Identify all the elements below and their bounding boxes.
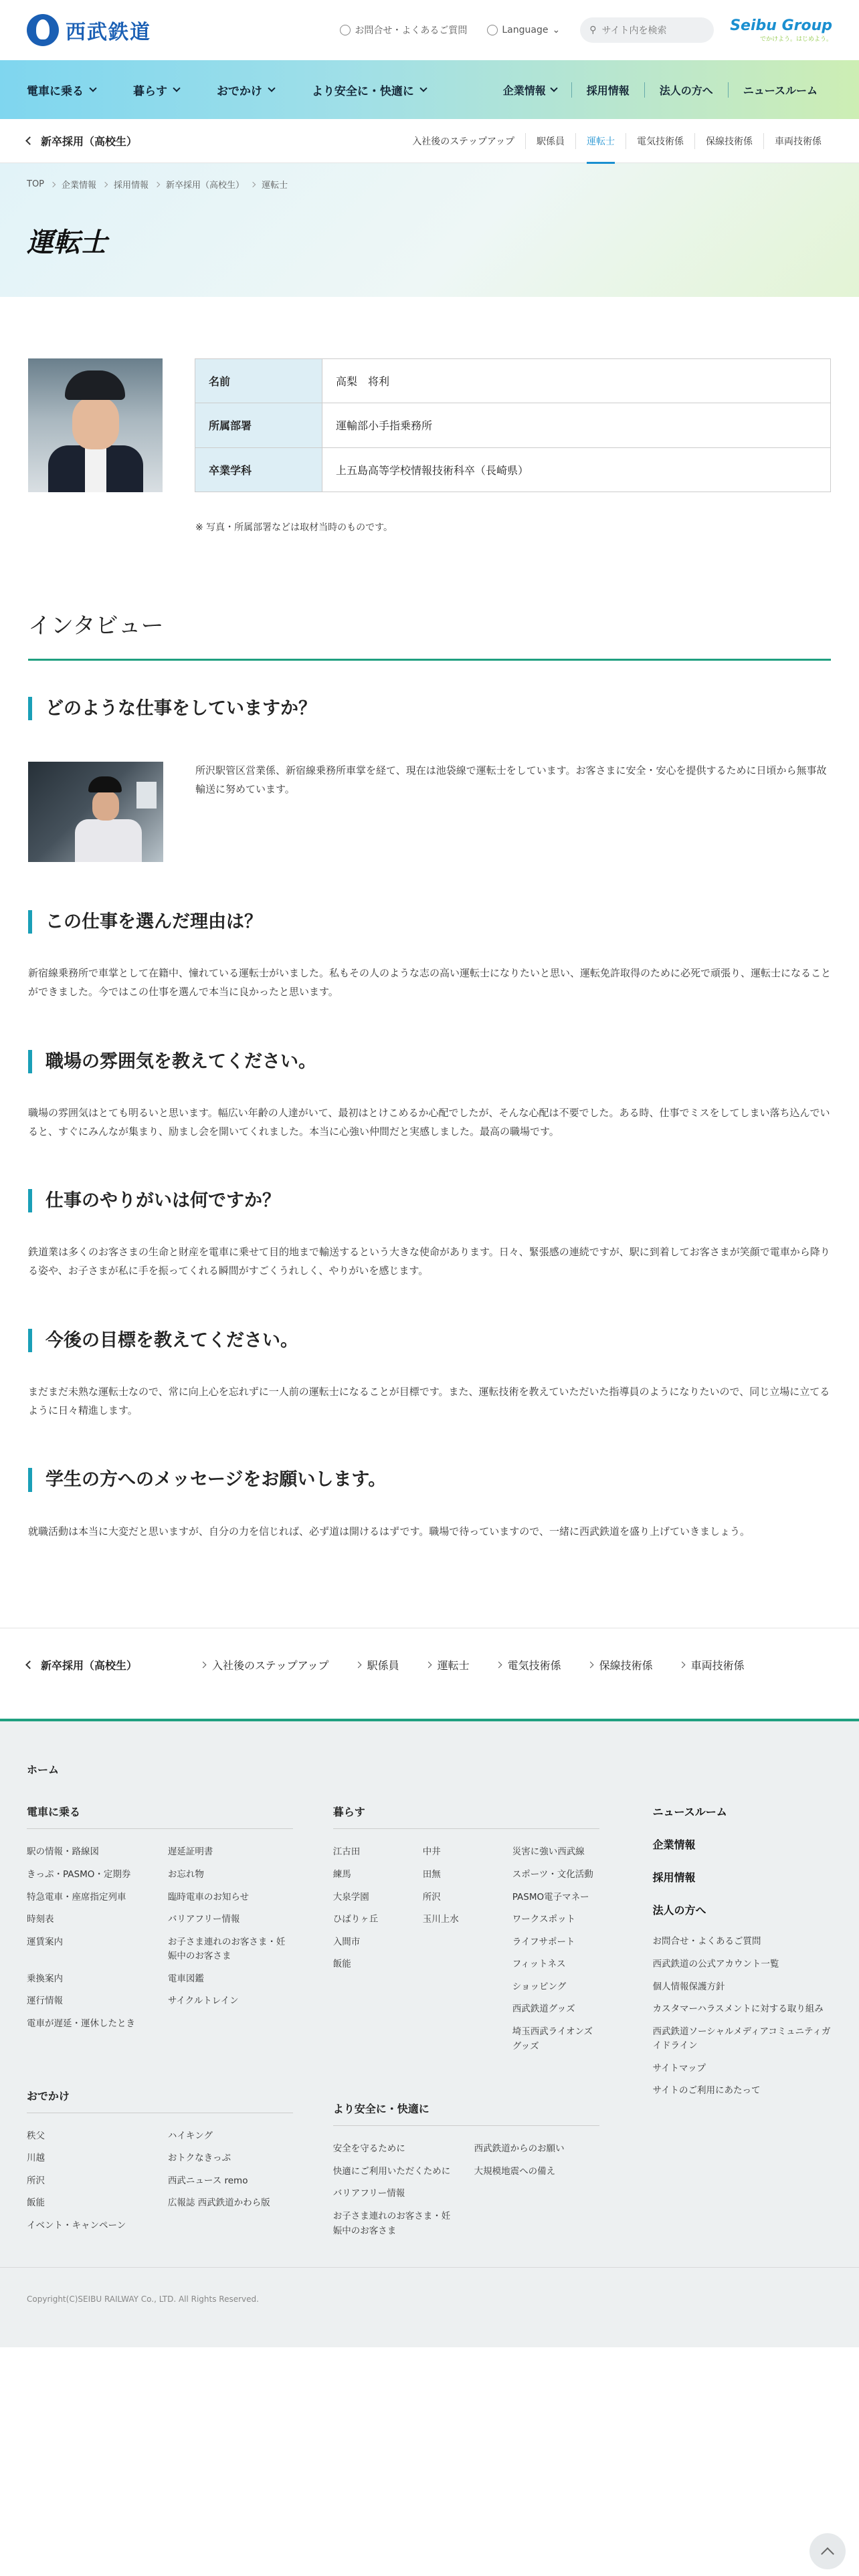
footer-spacer <box>474 2187 599 2202</box>
footer-section-title: 電車に乗る <box>27 1804 293 1829</box>
page-top-button[interactable] <box>809 2533 846 2569</box>
subnav-link-vehicle[interactable]: 車両技術係 <box>763 133 832 149</box>
chevron-down-icon <box>419 84 427 92</box>
section-subnav <box>0 119 859 163</box>
footer-col-middle <box>333 1804 599 2238</box>
footer-link[interactable]: 西武ニュース remo <box>167 2175 248 2186</box>
table-row <box>195 447 830 492</box>
bottom-nav-link-stepup[interactable] <box>201 1657 329 1673</box>
question-heading: 仕事のやりがいは何ですか？ <box>28 1189 831 1212</box>
interview-heading: インタビュー <box>28 607 831 661</box>
footer-link[interactable]: 入間市 <box>332 1936 361 1947</box>
breadcrumb-current: 運転士 <box>262 181 288 191</box>
footer-spacer <box>423 2025 496 2054</box>
answer-text: 鉄道業は多くのお客さまの生命と財産を電車に乗せて目的地まで輸送するという大きな使命があります。日々、緊張感の連続ですが、駅に到着してお客さまが笑顔で電車から降りる姿や、お子さまが私に手を振ってくれる瞬間がすごくうれしく、やりがいを感じます。 <box>28 1246 830 1277</box>
footer-sub-link[interactable]: 西武鉄道の公式アカウント一覧 <box>652 1958 779 1969</box>
chevron-right-icon <box>50 181 56 187</box>
footer-spacer <box>333 2002 407 2017</box>
footer-sub-link[interactable]: サイトマップ <box>652 2062 706 2074</box>
footer-link[interactable]: 運賃案内 <box>27 1936 63 1947</box>
footer-link[interactable]: 中井 <box>422 1846 441 1858</box>
footer-link[interactable]: ライフサポート <box>512 1936 575 1947</box>
answer-text: 就職活動は本当に大変だと思いますが、自分の力を信じれば、必ず道は開けるはずです。職場で待っていますので、一緒に西武鉄道を盛り上げていきましょう。 <box>28 1525 750 1537</box>
footer-spacer <box>333 2025 407 2054</box>
answer-text: 新宿線乗務所で車掌として在籍中、憧れている運転士がいました。私もその人のような志の高い運転士になりたいと思い、運転免許取得のために必死で頑張り、運転士になることができました。今ではこの仕事を選んで本当に良かったと思います。 <box>28 967 832 998</box>
footer-link[interactable]: 飯能 <box>27 2197 45 2209</box>
subnav-back-link[interactable] <box>27 133 137 148</box>
group-logo-main: Seibu Group <box>730 17 832 34</box>
footer-link[interactable]: 所沢 <box>27 2175 45 2186</box>
chevron-right-icon <box>678 1662 685 1669</box>
question-heading: 学生の方へのメッセージをお願いします。 <box>28 1468 831 1491</box>
footer-sub-link[interactable]: お問合せ・よくあるご質問 <box>652 1936 761 1947</box>
copyright: Copyright(C)SEIBU RAILWAY Co., LTD. All Rights Reserved. <box>0 2267 859 2347</box>
seibu-group-logo[interactable] <box>730 17 832 43</box>
chevron-right-icon <box>250 181 256 187</box>
photo-face <box>92 791 119 821</box>
photo-shirt <box>85 445 106 492</box>
chevron-left-icon <box>25 136 34 145</box>
profile-label: 名前 <box>195 359 322 403</box>
footer-sub-links <box>653 1935 832 2099</box>
breadcrumb-top[interactable]: TOP <box>27 179 45 189</box>
chevron-right-icon <box>355 1662 361 1669</box>
search-input[interactable] <box>580 17 714 43</box>
footer-link[interactable]: 時刻表 <box>27 1914 54 1925</box>
bottom-nav-link-electric[interactable] <box>496 1657 561 1673</box>
chevron-right-icon <box>200 1662 207 1669</box>
answer-text: 所沢駅管区営業係、新宿線乗務所車掌を経て、現在は池袋線で運転士をしています。お客さまに安全・安心を提供するために日頃から無事故輸送に努めています。 <box>195 764 827 795</box>
subnav-link-track[interactable]: 保線技術係 <box>694 133 763 149</box>
footer-section-title: より安全に・快適に <box>333 2101 599 2126</box>
chevron-down-icon <box>268 84 275 92</box>
footer-link[interactable]: 玉川上水 <box>422 1914 459 1925</box>
gnav-item-outing[interactable] <box>217 82 274 98</box>
footer-col-left <box>27 1804 293 2238</box>
gnav-label: 暮らす <box>133 84 167 98</box>
subnav-links <box>401 119 832 163</box>
footer-link[interactable]: イベント・キャンペーン <box>27 2220 126 2232</box>
page-hero <box>0 163 859 297</box>
footer-sub-link[interactable]: 西武鉄道ソーシャルメディアコミュニティガイドライン <box>652 2026 831 2052</box>
profile-table <box>195 358 831 492</box>
gnav-item-living[interactable] <box>133 82 179 98</box>
footer-link[interactable]: 大泉学園 <box>332 1891 369 1903</box>
gnav-item-recruit[interactable]: 採用情報 <box>571 82 644 98</box>
chevron-right-icon <box>102 181 108 187</box>
footer-sub-link[interactable]: カスタマーハラスメントに対する取り組み <box>652 2004 824 2015</box>
bottom-nav-link-vehicle[interactable] <box>680 1657 745 1673</box>
site-logo[interactable] <box>27 14 151 46</box>
chevron-down-icon <box>89 84 96 92</box>
language-label: Language <box>502 25 549 35</box>
footer-link[interactable]: 西武鉄道からのお願い <box>474 2143 565 2155</box>
footer-link[interactable]: 特急電車・座席指定列車 <box>27 1891 126 1903</box>
footer-train-links <box>27 1845 293 2031</box>
gnav-label: より安全に・快適に <box>311 84 414 98</box>
footer-link[interactable]: お子さま連れのお客さま・妊娠中のお客さま <box>332 2211 451 2236</box>
main-content <box>0 358 859 1541</box>
breadcrumb-highschool[interactable]: 新卒採用（高校生） <box>166 181 245 191</box>
globe-icon <box>487 25 498 35</box>
footer-link[interactable]: 田無 <box>422 1868 441 1880</box>
footer-section-title: 暮らす <box>333 1804 599 1829</box>
subnav-link-driver[interactable]: 運転士 <box>575 133 626 149</box>
search-placeholder: サイト内を検索 <box>601 25 667 36</box>
profile-label: 卒業学科 <box>195 447 322 492</box>
footer-spacer <box>333 1980 407 1995</box>
footer-link[interactable]: 運行情報 <box>27 1996 63 2007</box>
gnav-right <box>488 82 832 98</box>
footer-spacer <box>474 2210 599 2238</box>
profile-value: 高梨 将利 <box>322 359 830 403</box>
footer-link[interactable]: ワークスポット <box>512 1914 576 1925</box>
footer-link[interactable]: 川越 <box>27 2153 45 2164</box>
contact-label: お問合せ・よくあるご質問 <box>355 25 468 36</box>
search-icon: ⚲ <box>589 25 597 35</box>
chevron-down-icon: ⌄ <box>552 25 561 35</box>
footer-sub-link[interactable]: 個人情報保護方針 <box>652 1981 725 1992</box>
footer-link[interactable]: サイクルトレイン <box>167 1996 239 2007</box>
subnav-link-station[interactable]: 駅係員 <box>525 133 575 149</box>
footer-link[interactable]: おトクなきっぷ <box>167 2153 231 2164</box>
footer-col-right <box>653 1804 832 2238</box>
breadcrumb <box>27 178 832 191</box>
footer-link[interactable]: お忘れ物 <box>167 1868 204 1880</box>
bottom-nav-back-link[interactable] <box>27 1657 201 1673</box>
footer-sub-link[interactable]: サイトのご利用にあたって <box>652 2085 761 2097</box>
footer-link[interactable]: ショッピング <box>512 1981 567 1992</box>
footer-link[interactable]: バリアフリー情報 <box>167 1914 240 1925</box>
footer-link[interactable]: 秩父 <box>27 2130 45 2141</box>
subnav-title: 新卒採用（高校生） <box>41 135 138 148</box>
chevron-up-icon <box>821 2547 834 2561</box>
contact-link[interactable] <box>340 23 467 37</box>
footer-main-link[interactable]: 法人の方へ <box>652 1904 706 1917</box>
question-heading: 職場の雰囲気を教えてください。 <box>28 1050 831 1073</box>
answer-text: まだまだ未熟な運転士なので、常に向上心を忘れずに一人前の運転士になることが目標です。また、運転技術を教えていただいた指導員のようになりたいので、同じ立場に立てるように日々精進します。 <box>28 1385 830 1416</box>
chevron-down-icon <box>173 84 180 92</box>
footer-link[interactable]: 練馬 <box>332 1868 351 1880</box>
footer-columns <box>27 1804 832 2238</box>
footer-link[interactable]: 電車が遅延・運休したとき <box>27 2018 135 2030</box>
footer-spacer <box>423 1980 496 1995</box>
bottom-nav-link-label: 保線技術係 <box>599 1659 653 1673</box>
footer-spacer <box>423 1935 496 1950</box>
bottom-nav-title: 新卒採用（高校生） <box>41 1659 138 1673</box>
global-nav <box>0 60 859 119</box>
footer-link[interactable]: スポーツ・文化活動 <box>512 1868 593 1880</box>
footer-link[interactable]: 江古田 <box>332 1846 361 1858</box>
chevron-right-icon <box>155 181 160 187</box>
bottom-nav-link-label: 車両技術係 <box>690 1659 745 1673</box>
bottom-nav-link-label: 駅係員 <box>367 1659 399 1673</box>
breadcrumb-recruit[interactable]: 採用情報 <box>114 181 149 191</box>
footer-link[interactable]: 大規模地震への備え <box>474 2165 556 2177</box>
cab-photo <box>28 762 163 862</box>
bottom-nav-link-label: 入社後のステップアップ <box>212 1659 329 1673</box>
footer-link[interactable]: きっぷ・PASMO・定期券 <box>27 1868 131 1880</box>
footer-link[interactable]: 電車図鑑 <box>167 1973 204 1984</box>
site-footer <box>0 1719 859 2267</box>
footer-link[interactable]: 広報誌 西武鉄道かわら版 <box>167 2197 270 2209</box>
footer-spacer <box>423 1957 496 1972</box>
question-icon <box>340 25 351 35</box>
footer-link[interactable]: 駅の情報・路線図 <box>27 1846 99 1858</box>
page-title: 運転士 <box>27 227 107 258</box>
photo-shirt <box>75 819 142 862</box>
bottom-nav-link-track[interactable] <box>588 1657 653 1673</box>
footer-link[interactable]: 西武鉄道グッズ <box>512 2004 575 2015</box>
table-row <box>195 403 830 447</box>
profile-section <box>28 358 831 492</box>
gnav-item-corporate[interactable] <box>488 82 571 98</box>
chevron-down-icon <box>550 84 557 92</box>
profile-note: ※ 写真・所属部署などは取材当時のものです。 <box>195 522 393 533</box>
chevron-right-icon <box>495 1662 502 1669</box>
breadcrumb-corporate[interactable]: 企業情報 <box>62 181 97 191</box>
gnav-label: 企業情報 <box>502 84 546 97</box>
site-header <box>0 0 859 60</box>
footer-main-link[interactable]: ニュースルーム <box>652 1806 727 1819</box>
footer-link[interactable]: 所沢 <box>422 1891 441 1903</box>
answer-row <box>28 762 831 862</box>
footer-link[interactable]: 埼玉西武ライオンズグッズ <box>512 2026 593 2052</box>
chevron-right-icon <box>587 1662 593 1669</box>
profile-value: 運輸部小手指乗務所 <box>322 403 830 447</box>
chevron-right-icon <box>425 1662 432 1669</box>
bottom-nav-link-label: 電気技術係 <box>507 1659 561 1673</box>
footer-link[interactable]: 臨時電車のお知らせ <box>167 1891 249 1903</box>
footer-link[interactable]: 飯能 <box>332 1959 351 1970</box>
table-row <box>195 359 830 403</box>
footer-home-link[interactable]: ホーム <box>27 1763 60 1777</box>
gnav-label: おでかけ <box>217 84 262 98</box>
footer-link[interactable]: PASMO電子マネー <box>512 1891 589 1903</box>
photo-window <box>136 782 157 809</box>
question-heading: この仕事を選んだ理由は？ <box>28 910 831 934</box>
footer-main-link[interactable]: 企業情報 <box>652 1838 696 1852</box>
footer-link[interactable]: ひばりヶ丘 <box>332 1914 379 1925</box>
footer-link[interactable]: 遅延証明書 <box>167 1846 213 1858</box>
footer-link[interactable]: お子さま連れのお客さま・妊娠中のお客さま <box>167 1936 286 1962</box>
answer-text: 職場の雰囲気はとても明るいと思います。幅広い年齢の人達がいて、最初はとけこめるか心配でしたが、そんな心配は不要でした。ある時、仕事でミスをしてしまい落ち込んでいると、すぐにみんなが集まり、励まし会を開いてくれました。本当に心強い仲間だと実感しました。最高の職場です。 <box>28 1106 830 1138</box>
gnav-item-safety[interactable] <box>312 82 426 98</box>
subnav-link-electric[interactable]: 電気技術係 <box>626 133 694 149</box>
question-heading: 今後の目標を教えてください。 <box>28 1329 831 1352</box>
logo-mark-icon <box>27 14 59 46</box>
footer-link[interactable]: 乗換案内 <box>27 1973 63 1984</box>
footer-main-link[interactable]: 採用情報 <box>652 1871 696 1885</box>
gnav-item-train[interactable] <box>27 82 96 98</box>
photo-cap <box>88 776 122 792</box>
footer-safety-links <box>333 2142 599 2238</box>
logo-text: 西武鉄道 <box>66 21 151 44</box>
language-selector[interactable] <box>487 25 560 35</box>
footer-section-title: おでかけ <box>27 2088 293 2113</box>
gnav-label: 電車に乗る <box>27 84 84 98</box>
gnav-item-business[interactable]: 法人の方へ <box>644 82 728 98</box>
gnav-item-newsroom[interactable]: ニュースルーム <box>728 82 832 98</box>
bottom-section-nav <box>0 1628 859 1701</box>
question-heading: どのような仕事をしていますか？ <box>28 697 831 720</box>
chevron-left-icon <box>25 1660 34 1669</box>
profile-label: 所属部署 <box>195 403 322 447</box>
footer-living-links <box>333 1845 599 2054</box>
footer-spacer <box>423 2002 496 2017</box>
profile-value: 上五島高等学校情報技術科卒（長崎県） <box>322 447 830 492</box>
photo-face <box>72 397 119 449</box>
bottom-nav-links <box>201 1657 745 1673</box>
footer-main-links <box>653 1804 832 1917</box>
subnav-link-stepup[interactable]: 入社後のステップアップ <box>412 136 514 147</box>
bottom-nav-link-driver[interactable] <box>426 1657 470 1673</box>
footer-link[interactable]: バリアフリー情報 <box>332 2188 405 2199</box>
footer-link[interactable]: 災害に強い西武線 <box>512 1846 585 1858</box>
footer-spacer <box>168 2017 293 2032</box>
group-logo-sub: でかけよう。はじめよう。 <box>759 36 832 43</box>
photo-cap <box>65 370 125 400</box>
footer-link[interactable]: 快適にご利用いただくために <box>332 2165 451 2177</box>
bottom-nav-link-label: 運転士 <box>437 1659 470 1673</box>
bottom-nav-link-station[interactable] <box>356 1657 399 1673</box>
footer-link[interactable]: ハイキング <box>167 2130 213 2141</box>
footer-spacer <box>168 2219 293 2234</box>
utility-nav <box>340 17 714 43</box>
footer-outing-links <box>27 2129 293 2234</box>
profile-photo <box>28 358 163 492</box>
footer-link[interactable]: フィットネス <box>512 1959 566 1970</box>
footer-link[interactable]: 安全を守るために <box>332 2143 405 2155</box>
